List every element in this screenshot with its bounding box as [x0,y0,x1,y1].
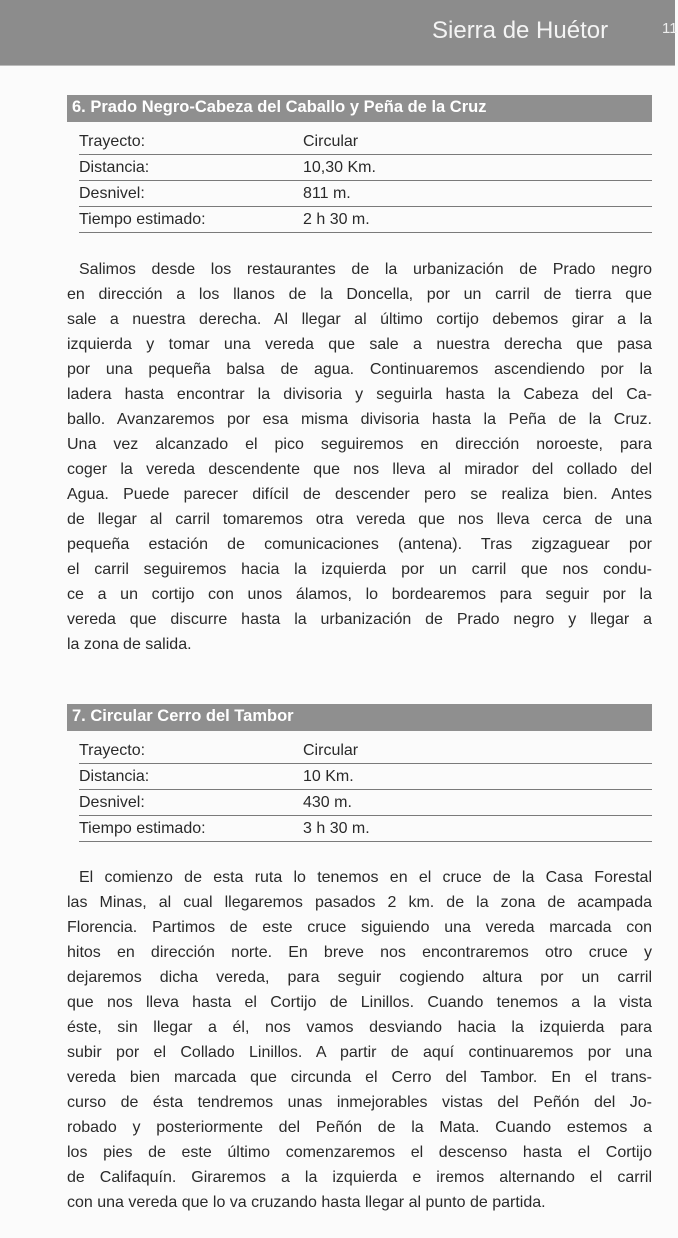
paragraph-line: hitos en dirección norte. En breve nos encontraremos otro cruce y [67,944,652,961]
info-value: 3 h 30 m. [303,820,370,837]
paragraph-line: de llegar al carril tomaremos otra vereda que nos lleva cerca de una [67,511,652,528]
paragraph-line: por una pequeña balsa de agua. Continuaremos ascendiendo por la [67,361,652,378]
paragraph-line: con una vereda que lo va cruzando hasta llegar al punto de partida. [67,1194,546,1211]
info-row [79,155,652,181]
route-6-info-table [79,129,652,233]
info-row [79,764,652,790]
info-label: Distancia: [79,768,150,785]
info-label: Tiempo estimado: [79,211,206,228]
route-7-description [67,865,652,1215]
paragraph-line: subir por el Collado Linillos. A partir de aquí continuaremos por una [67,1044,652,1061]
info-row [79,207,652,233]
info-row [79,816,652,842]
paragraph-line: las Minas, al cual llegaremos pasados 2 km. de la zona de acampada [67,894,652,911]
paragraph-line: los pies de este último comenzaremos el descenso hasta el Cortijo [67,1144,652,1161]
info-value: 430 m. [303,794,352,811]
info-row [79,181,652,207]
paragraph-line: éste, sin llegar a él, nos vamos desviando hacia la izquierda para [67,1019,652,1036]
paragraph-line: ce a un cortijo con unos álamos, lo bordearemos para seguir por la [67,586,652,603]
paragraph-line: Una vez alcanzado el pico seguiremos en dirección noroeste, para [67,436,652,453]
info-label: Desnivel: [79,185,145,202]
page-header-band [0,0,678,66]
info-value: Circular [303,133,359,150]
paragraph-line: dejaremos dicha vereda, para seguir cogiendo altura por un carril [67,969,652,986]
paragraph-line: robado y posteriormente del Peñón de la Mata. Cuando estemos a [67,1119,652,1136]
paragraph-line: el carril seguiremos hacia la izquierda por un carril que nos condu- [67,561,652,578]
paragraph-line: en dirección a los llanos de la Doncella, por un carril de tierra que [67,286,652,303]
paragraph-line: la zona de salida. [67,636,192,653]
info-row [79,129,652,155]
info-label: Tiempo estimado: [79,820,206,837]
info-value: 10 Km. [303,768,354,785]
paragraph-line: vereda que discurre hasta la urbanización de Prado negro y llegar a [67,611,652,628]
paragraph-line: Agua. Puede parecer difícil de descender pero se realiza bien. Antes [67,486,652,503]
route-7-heading [67,704,652,731]
info-value: Circular [303,742,359,759]
route-6-heading [67,95,652,122]
chapter-title: Sierra de Huétor [432,17,609,44]
paragraph-line: ballo. Avanzaremos por esa misma divisoria hasta la Peña de la Cruz. [67,411,652,428]
info-label: Desnivel: [79,794,145,811]
page-number: 11 [662,20,678,37]
info-row [79,738,652,764]
paragraph-line: sale a nuestra derecha. Al llegar al último cortijo debemos girar a la [67,311,652,328]
info-label: Trayecto: [79,742,146,759]
paragraph-line: que nos lleva hasta el Cortijo de Linillos. Cuando tenemos a la vista [67,994,652,1011]
paragraph-line: Florencia. Partimos de este cruce siguiendo una vereda marcada con [67,919,652,936]
info-value: 2 h 30 m. [303,211,370,228]
info-label: Distancia: [79,159,150,176]
info-label: Trayecto: [79,133,146,150]
paragraph-line: vereda bien marcada que circunda el Cerro del Tambor. En el trans- [67,1069,652,1086]
paragraph-line: coger la vereda descendente que nos lleva al mirador del collado del [67,461,652,478]
paragraph-line: de Califaquín. Giraremos a la izquierda e iremos alternando el carril [67,1169,652,1186]
paragraph-line: ladera hasta encontrar la divisoria y seguirla hasta la Cabeza del Ca- [67,386,652,403]
paragraph-line: El comienzo de esta ruta lo tenemos en el cruce de la Casa Forestal [79,869,652,886]
paragraph-line: Salimos desde los restaurantes de la urbanización de Prado negro [79,261,652,278]
info-value: 811 m. [303,185,351,202]
route-6-title: 6. Prado Negro-Cabeza del Caballo y Peña de la Cruz [72,98,487,116]
paragraph-line: izquierda y tomar una vereda que sale a nuestra derecha que pasa [67,336,652,353]
route-7-info-table [79,738,652,842]
info-row [79,790,652,816]
info-value: 10,30 Km. [303,159,376,176]
paragraph-line: pequeña estación de comunicaciones (antena). Tras zigzaguear por [67,536,652,553]
route-6-description [67,257,652,657]
paragraph-line: curso de ésta tendremos unas inmejorables vistas del Peñón del Jo- [67,1094,652,1111]
route-7-title: 7. Circular Cerro del Tambor [72,707,294,725]
